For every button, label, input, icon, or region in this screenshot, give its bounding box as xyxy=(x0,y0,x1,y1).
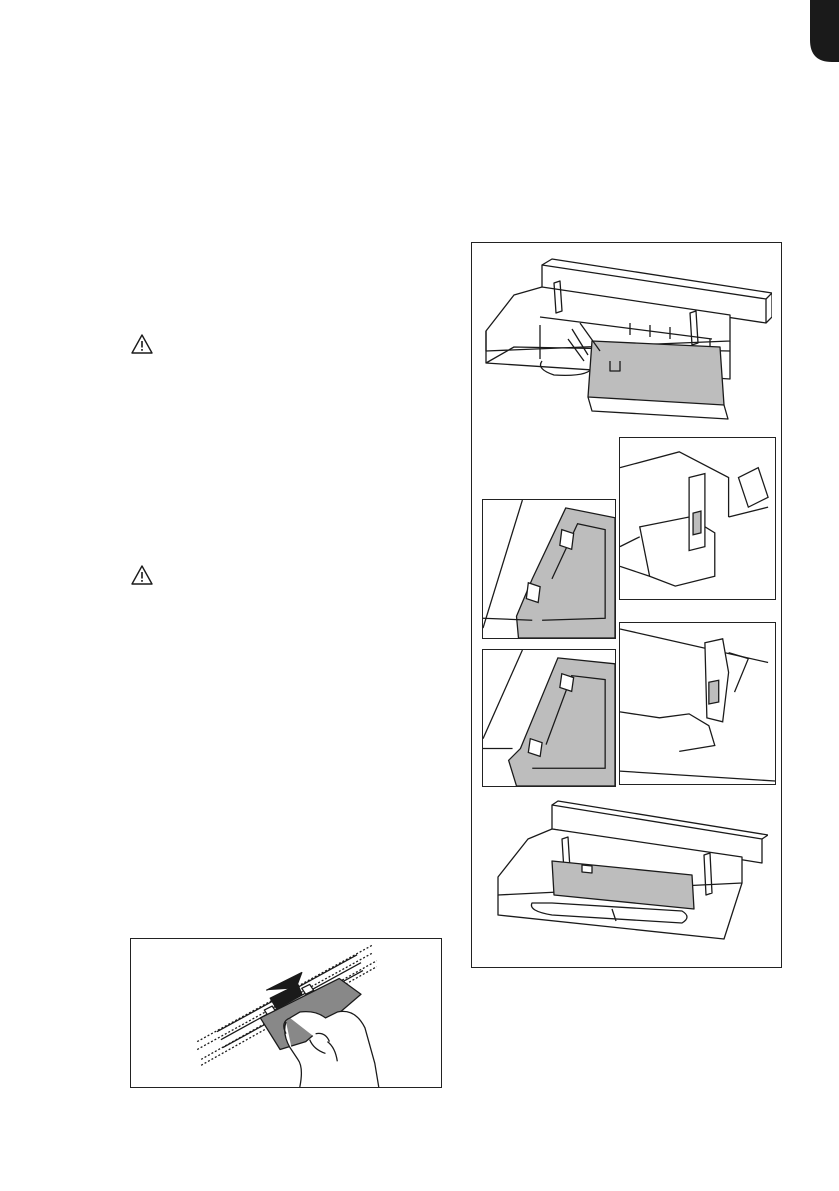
filter-insertion-illustration xyxy=(480,251,772,429)
filter-clip-detail-left-1 xyxy=(482,499,616,639)
filter-clip-detail-left-2 xyxy=(482,649,616,787)
filter-installed-illustration xyxy=(492,799,768,957)
filter-clip-detail-top-right xyxy=(619,437,776,600)
warning-triangle-icon xyxy=(131,565,153,585)
section-edge-marker xyxy=(800,0,839,70)
clip-detail-illustration xyxy=(620,438,775,599)
clip-detail-illustration xyxy=(620,623,775,784)
clip-detail-illustration xyxy=(483,500,615,638)
warning-triangle-icon xyxy=(131,334,153,354)
grease-filter-release-figure xyxy=(130,938,442,1088)
hand-pressing-release-tab-illustration xyxy=(131,939,441,1087)
filter-clip-detail-bottom-right xyxy=(619,622,776,785)
filter-installation-figure xyxy=(471,242,782,968)
clip-detail-illustration xyxy=(483,650,615,786)
